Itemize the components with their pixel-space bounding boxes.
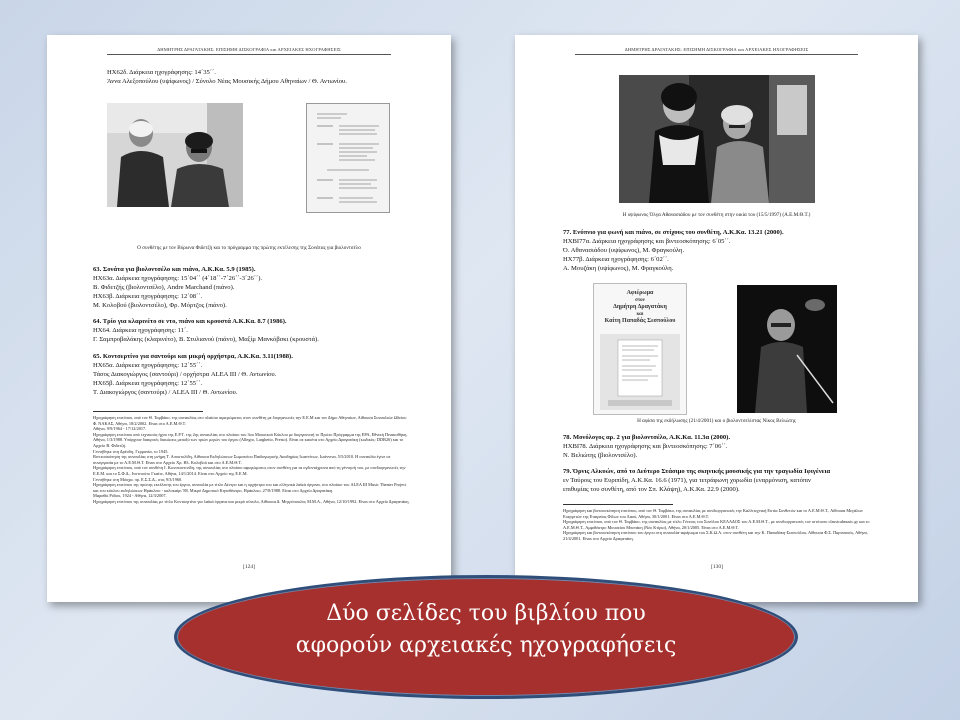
footnote: Ηχογράφηση και βιντεοσκόπηση επιτόπου του έργου στη συναυλία-αφιέρωμα του Σ.Κ.Ω.Α. στον συνθέτη και την Κ. Παπαδάκη-Σεσπούλου, Αίθουσα Φ.Σ. Παρνασσός, Αθήνα, 21/4/2001. Είναι στο Αρχείο Δραγατάκη.	[563, 530, 868, 541]
entry-title: 79. Όρνις Αλκυών, από το Δεύτερο Στάσιμο της σκηνικής μουσικής για την τραγωδία Ιφιγένεια	[563, 468, 831, 475]
entry-line: Α. Μουζάκη (υψίφωνος), Μ. Φραγκούλη.	[563, 265, 674, 272]
poster-line: στον	[635, 298, 645, 303]
footnote: Ηχογράφηση και βιντεοσκόπηση επιτόπου, από τον Θ. Ταμβάκο, της συναυλίας με συνδιοργανωτές την Καλλιτεχνική Εστία Συνθετών και το Α.Ε.Μ.Θ.Τ., Αίθουσα Μεγάλων Ευεργετών της Εταιρείας Φίλων του Λαού, Αθήνα, 30/1/2001. Είναι στο Α.Ε.Μ.Θ.Τ.	[563, 508, 863, 519]
entry-title: 65. Κοντσερτίνο για σαντούρι και μικρή ορχήστρα, Α.Κ.Κα. 3.11(1988).	[93, 353, 293, 360]
entry-title: 78. Μονόλογος αρ. 2 για βιολοντσέλο, Α.Κ.Κα. 11.3α (2000).	[563, 434, 731, 441]
photo-caption: Ο συνθέτης με τον Βύρωνα Φιδετζή και το πρόγραμμα της πρώτης εκτέλεσης της Σονάτας για βιολοντσέλο	[137, 245, 361, 251]
footnote: Βιντεοσκόπηση της συναυλίας στη μνήμη Τ. Αποστολίδη, Αίθουσα Εκδηλώσεων Σωματείου Παιδαγωγικής Ακαδημίας Ιωαννίνων, Ιωάννινα, 5/5/2010. Η συναυλία έγινε σε συνεργασία με το Α.Ε.Μ.Θ.Τ. Είναι στο Αρχείο Χρ. Ηλ. Κολοβού και στο Α.Ε.Μ.Θ.Τ.	[93, 454, 391, 465]
entry-line: HX65β. Διάρκεια ηχογράφησης: 12΄55΄΄.	[93, 380, 203, 387]
entry-line: HXBI78. Διάρκεια ηχογράφησης και βιντεοσκόπησης: 7΄06΄΄.	[563, 443, 728, 450]
entry-line: Τάσος Διακογιώργος (σαντούρι) / ορχήστρα ALEA III / Θ. Αντωνίου.	[93, 371, 277, 378]
footnote-rule	[563, 504, 673, 505]
footnote: Ηχογράφηση επιτόπου, από τον Θ. Ταμβάκο, της συναυλίας στο πλαίσιο αφιερώματος στον συνθέτη με διοργανωτές την Ε.Ε.Μ και τον Δήμο Αθηναίων, Αίθουσα Συναυλιών Ωδείου Φ. ΝΑΚΑΣ, Αθήνα, 18/2/2002. Είναι στο Α.Ε.Μ.Θ.Τ.	[93, 415, 407, 426]
entry-line: HX63β. Διάρκεια ηχογράφησης: 12΄08΄΄.	[93, 293, 203, 300]
entry-title: 64. Τρίο για κλαρινέτο σε ντο, πιάνο και κρουστά Α.Κ.Κα. 8.7 (1986).	[93, 318, 287, 325]
page-number: [124]	[243, 564, 255, 570]
entry-line: HX65α. Διάρκεια ηχογράφησης: 12΄55΄΄.	[93, 362, 203, 369]
entry-line: Ν. Βελιώτης (βιολοντσέλο).	[563, 452, 638, 459]
footnotes	[93, 415, 411, 505]
footnote-rule	[93, 411, 203, 412]
page-header: ΔΗΜΗΤΡΗΣ ΔΡΑΓΑΤΑΚΗΣ: ΕΠΙΣΗΜΗ ΔΙΣΚΟΓΡΑΦΙΑ και ΑΡΧΕΙΑΚΕΣ ΗΧΟΓΡΑΦΗΣΕΙΣ	[624, 47, 809, 52]
left-book-page	[47, 35, 451, 602]
entry-line: Ό. Αθανασιάδου (υψίφωνος), Μ. Φραγκούλη.	[563, 247, 685, 254]
footnote: Ηχογράφηση επιτόπου, από τον συνθέτη Ι. Κωνσταντινίδη, της συναυλίας στο πλαίσιο αφιερώματος στον συνθέτη για τα ογδοντάχρονα από τη γέννησή του, με συνδιοργανωτές την Ε.Ε.Μ. και το Σ.Φ.Δ., Ινστιτούτο Γκαίτε, Αθήνα, 14/1/2014. Είναι στο Αρχείο της Ε.Ε.Μ.	[93, 465, 406, 476]
poster-line: Δημήτρη Δραγατάκη	[613, 304, 667, 310]
event-poster-image	[593, 283, 687, 415]
footnote: Ηχογράφηση επιτόπου της πρώτης εκτέλεσης του έργου, συναυλία με τίτλο Δέντρο και η ορχήστρα του και ελληνικά λαϊκά όργανα, στο πλαίσιο του ALEA III Music Theater Project και του κύκλου εκδηλώσεων Ηράκλειο - καλοκαίρι '88, Μικρό Δημοτικό Κηποθέατρο, Ηράκλειο, 27/8/1988. Είναι στο Αρχείο Δραγατάκη.	[93, 482, 407, 493]
recording-line: HX62δ. Διάρκεια ηχογράφησης: 14΄35΄΄.	[107, 69, 216, 76]
poster-line: Καίτη Παπαδάς Σεσπούλου	[604, 318, 676, 324]
page-header: ΔΗΜΗΤΡΗΣ ΔΡΑΓΑΤΑΚΗΣ: ΕΠΙΣΗΜΗ ΔΙΣΚΟΓΡΑΦΙΑ και ΑΡΧΕΙΑΚΕΣ ΗΧΟΓΡΑΦΗΣΕΙΣ	[157, 47, 341, 52]
entry-line: Β. Φιδετζής (βιολοντσέλο), Andre Marchand (πιάνο).	[93, 284, 235, 291]
entry-line: επιθυμίας του συνθέτη, από τον Σπ. Κλάψη), Α.Κ.Κα. 22.9 (2000).	[563, 486, 740, 493]
entry-line: Γ. Σαμπροβαλάκης (κλαρινέτο), Β. Στυλιανού (πιάνο), Μαξίμ Μανκόβσκι (κρουστά).	[93, 336, 319, 343]
photo-singer-and-composer	[619, 75, 815, 203]
entry-line: εν Ταύροις του Ευριπίδη, Α.Κ.Κα. 16.6 (1971), για τετράφωνη χορωδία (εναρμόνιση, κατόπιν	[563, 477, 812, 484]
footnote: Ηχογράφηση επιτόπου, από τον Θ. Ταμβάκο, της συναυλίας με τίτλο Γένεσις του Συνόλου ΚΕΛΑΔΟΣ του Α.Ε.Μ.Θ.Τ., με συνδιοργανωτές τον ιστότοπο classicalmusic.gr και το Α.Ε.Μ.Θ.Τ., Αμφιθέατρο Μουσείου Μπενάκη (Νέο Κτίριο), Αθήνα, 20/1/2005. Είναι στο Α.Ε.Μ.Θ.Τ.	[563, 519, 870, 530]
footnotes	[563, 508, 879, 542]
footnote: Μαραθώ Ρόδου, 1924 - Αθήνα, 12/3/2007.	[93, 493, 167, 499]
header-rule	[575, 54, 858, 55]
caption-banner	[174, 575, 798, 699]
entry-line: HX77β. Διάρκεια ηχογράφησης: 6΄02΄΄.	[563, 256, 669, 263]
footnote: Ηχογράφηση επιτόπου από τεχνικούς ήχου της Ε.Ρ.Τ. της 2ης συναυλίας στο πλαίσιο του 3ου Μουσικού Κύκλου με διοργανωτή το Πρώτο Πρόγραμμα της ΕΡΑ, Εθνική Πινακοθήκη, Αθήνα, 1/3/1988. Υπάρχουν διακριτές διαιώσεις μεταξύ των τριών μερών του έργου (Allegro, Larghetto, Presto). Είναι σε κασέτα στο Αρχείο Δραγατάκη (κωδικός: DDR26) και το Αρχείο Β. Φιδετζή.	[93, 431, 408, 448]
concert-program-image	[306, 103, 390, 213]
entry-title: 77. Ενύπνιο για φωνή και πιάνο, σε στίχους του συνθέτη, Α.Κ.Κα. 13.21 (2000).	[563, 229, 784, 236]
footnote: Γεννήθηκε στη Δρέσδη, Γερμανία, το 1945.	[93, 448, 169, 454]
footnote: Αθήνα, 9/9/1964 - 17/12/2017.	[93, 426, 147, 432]
footnote: Ηχογράφηση επιτόπου της συναυλίας με τίτλο Κοντσερτίνο για λαϊκά όργανα και μικρό σύνολο, Αίθουσα Δ. Μητρόπουλος Μ.Μ.Α., Αθήνα, 12/10/1992. Είναι στο Αρχείο Δραγατάκη.	[93, 498, 410, 504]
banner-text	[177, 598, 795, 662]
entry-line: HX63α. Διάρκεια ηχογράφησης: 15΄04΄΄ (4΄18΄΄-7΄26΄΄-3΄26΄΄).	[93, 275, 263, 282]
footnote: Γεννήθηκε στη Μόσχα, πρ. Ε.Σ.Σ.Δ., στις 9/3/1960.	[93, 476, 183, 482]
photo-composer-and-cellist	[107, 103, 243, 207]
photo-cellist	[737, 285, 837, 413]
entry-title: 63. Σονάτα για βιολοντσέλο και πιάνο, Α.Κ.Κα. 5.9 (1985).	[93, 266, 256, 273]
page-number: [130]	[711, 564, 723, 570]
recording-line: Άννα Αλεξοπούλου (υψίφωνος) / Σύνολο Νέας Μουσικής Δήμου Αθηναίων / Θ. Αντωνίου.	[107, 78, 347, 85]
poster-line: Αφιέρωμα	[626, 290, 654, 296]
entry-line: HX64. Διάρκεια ηχογράφησης: 11΄.	[93, 327, 188, 334]
entry-line: Μ. Κολοβού (βιολοντσέλο), Φρ. Μόρτζος (πιάνο).	[93, 302, 227, 309]
entry-line: HXBI77α. Διάρκεια ηχογράφησης και βιντεοσκόπησης: 6΄05΄΄.	[563, 238, 731, 245]
photo-caption: Η υψίφωνος Όλγα Αθανασιάδου με τον συνθέτη στην οικία του (15/5/1997) (Α.Ε.Μ.Θ.Τ.)	[622, 212, 811, 218]
header-rule	[107, 54, 391, 55]
entry-line: Τ. Διακογιώργος (σαντούρι) / ALEA III / Θ. Αντωνίου.	[93, 389, 238, 396]
banner-line: Δύο σελίδες του βιβλίου που	[326, 601, 646, 626]
poster-line: και	[636, 312, 644, 317]
photo-caption: Η αφίσα της εκδήλωσης (21/4/2001) και ο βιολοντσελίστας Νίκος Βελιώτης	[637, 418, 796, 424]
banner-line: αφορούν αρχειακές ηχογραφήσεις	[295, 633, 677, 658]
right-book-page	[515, 35, 918, 602]
